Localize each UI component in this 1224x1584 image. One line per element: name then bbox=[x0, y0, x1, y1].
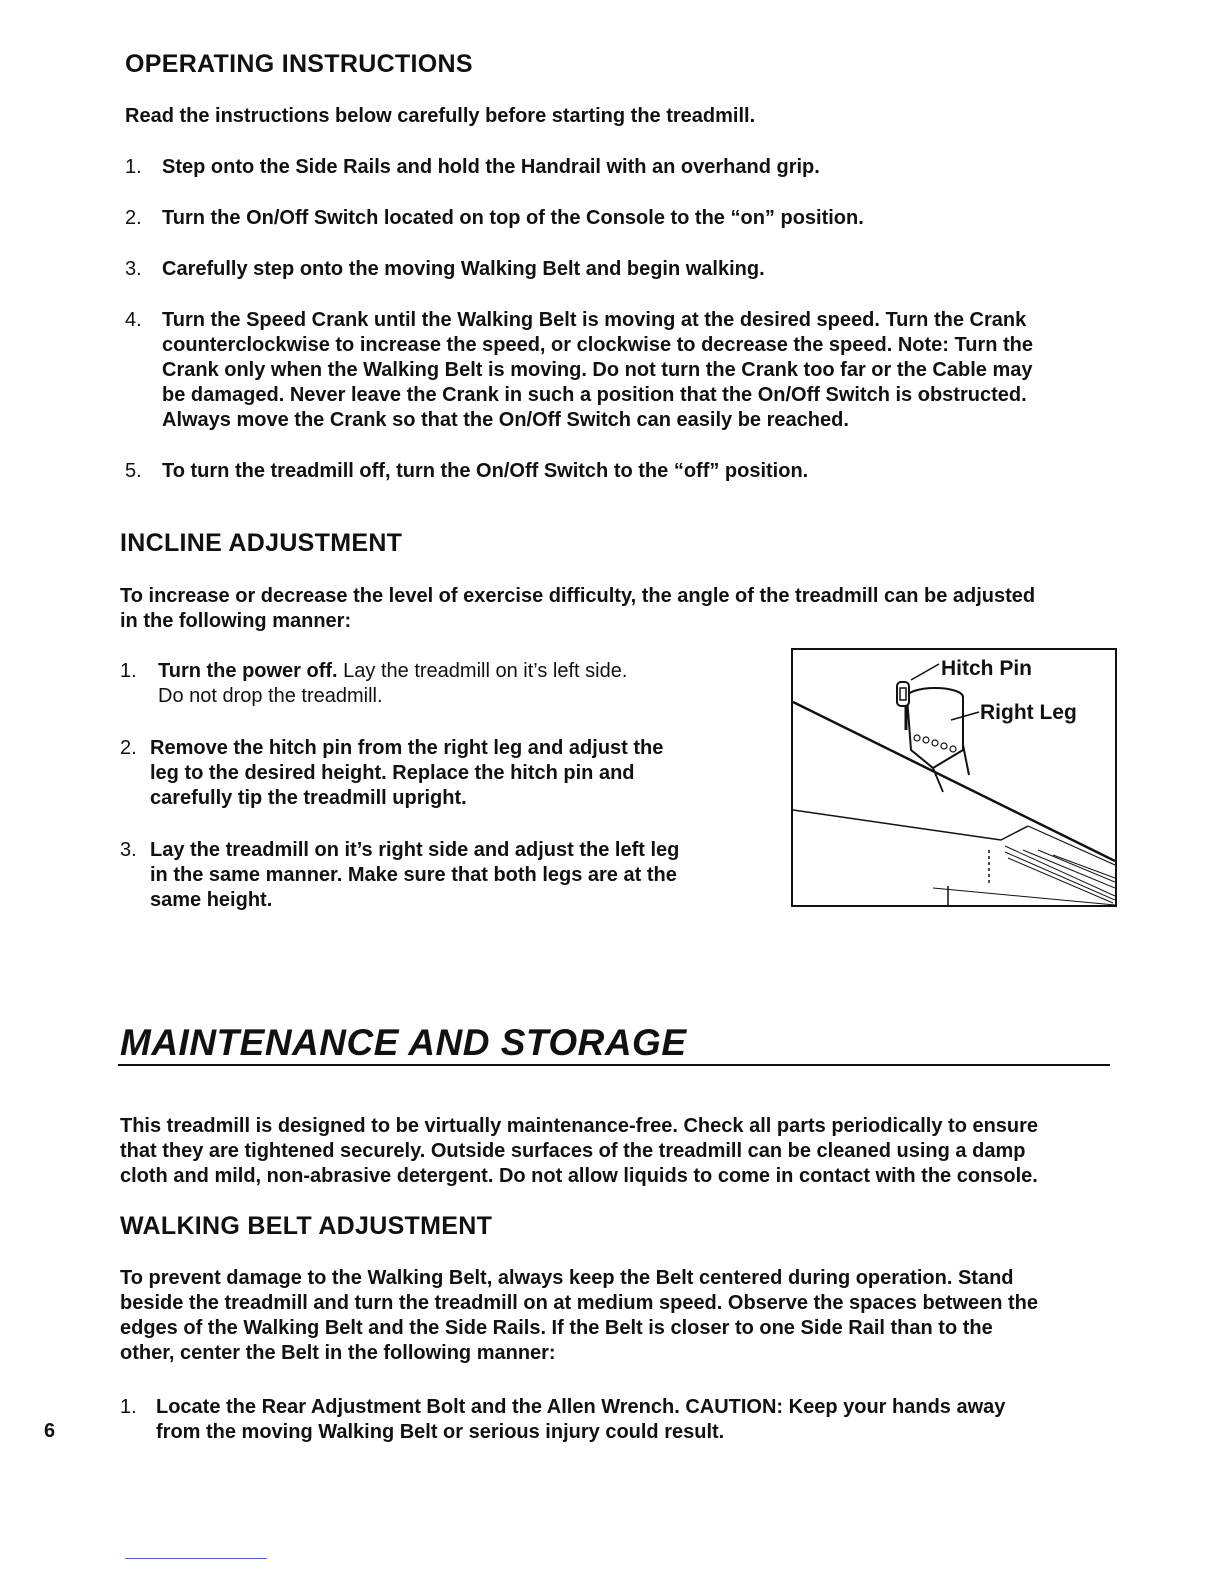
body-line: that they are tightened securely. Outside surfaces of the treadmill can be cleaned using a damp bbox=[120, 1140, 1026, 1162]
operating-step-1 bbox=[125, 155, 1105, 180]
hitch-pin-label: Hitch Pin bbox=[941, 657, 1033, 680]
step-number: 2. bbox=[120, 737, 137, 759]
caution-line: from the moving Walking Belt or serious injury could result. bbox=[156, 1421, 725, 1443]
incline-step-2 bbox=[120, 736, 760, 811]
step-text: Carefully step onto the moving Walking Belt and begin walking. bbox=[162, 258, 765, 280]
body-line: beside the treadmill and turn the treadmill on at medium speed. Observe the spaces between the bbox=[120, 1292, 1039, 1314]
step-line: Turn the Speed Crank until the Walking Belt is moving at the desired speed. Turn the Crank bbox=[162, 309, 1027, 331]
walking-belt-body bbox=[120, 1266, 1120, 1366]
right-leg-label: Right Leg bbox=[980, 701, 1077, 724]
hitch-pin-shape bbox=[897, 682, 909, 706]
step-text: Step onto the Side Rails and hold the Handrail with an overhand grip. bbox=[162, 156, 820, 178]
operating-step-2 bbox=[125, 206, 1105, 231]
rail-hatching bbox=[933, 846, 1115, 905]
step-number: 4. bbox=[125, 309, 142, 331]
step-line: Remove the hitch pin from the right leg and adjust the bbox=[150, 737, 664, 759]
title-underline bbox=[118, 1064, 1110, 1066]
treadmill-leg-illustration bbox=[793, 650, 1115, 905]
step-line: same height. bbox=[150, 889, 273, 911]
maintenance-title: MAINTENANCE AND STORAGE bbox=[120, 1022, 687, 1063]
body-line: edges of the Walking Belt and the Side Rails. If the Belt is closer to one Side Rail than to the bbox=[120, 1317, 993, 1339]
step-text: Locate the Rear Adjustment Bolt and the Allen Wrench. bbox=[156, 1396, 686, 1418]
body-line: other, center the Belt in the following manner: bbox=[120, 1342, 556, 1364]
step-number: 1. bbox=[120, 1396, 137, 1418]
step-line: Crank only when the Walking Belt is moving. Do not turn the Crank too far or the Cable may bbox=[162, 359, 1033, 381]
step-line: in the same manner. Make sure that both legs are at the bbox=[150, 864, 677, 886]
walking-belt-step-1 bbox=[120, 1395, 1110, 1445]
incline-intro bbox=[120, 584, 1120, 634]
body-line: cloth and mild, non-abrasive detergent. Do not allow liquids to come in contact with the console. bbox=[120, 1165, 1038, 1187]
operating-step-3 bbox=[125, 257, 1105, 282]
maintenance-body bbox=[120, 1114, 1120, 1189]
step-text: Lay the treadmill on it’s left side. bbox=[337, 660, 628, 682]
operating-intro: Read the instructions below carefully before starting the treadmill. bbox=[125, 105, 756, 127]
page-number: 6 bbox=[44, 1420, 56, 1442]
step-number: 3. bbox=[120, 839, 137, 861]
step-number: 1. bbox=[120, 660, 137, 682]
step-text: To turn the treadmill off, turn the On/Off Switch to the “off” position. bbox=[162, 460, 809, 482]
step-number: 2. bbox=[125, 207, 142, 229]
incline-heading: INCLINE ADJUSTMENT bbox=[120, 529, 403, 557]
incline-intro-line: To increase or decrease the level of exercise difficulty, the angle of the treadmill can be adjusted bbox=[120, 585, 1036, 607]
incline-step-1 bbox=[120, 659, 760, 709]
step-text: Turn the On/Off Switch located on top of the Console to the “on” position. bbox=[162, 207, 864, 229]
footer-line bbox=[125, 1558, 267, 1559]
operating-heading: OPERATING INSTRUCTIONS bbox=[125, 50, 473, 78]
step-number: 5. bbox=[125, 460, 142, 482]
operating-step-5 bbox=[125, 459, 1105, 484]
step-line: be damaged. Never leave the Crank in such a position that the On/Off Switch is obstructed. bbox=[162, 384, 1027, 406]
step-line: Do not drop the treadmill. bbox=[158, 685, 383, 707]
step-bold-text: Turn the power off. bbox=[158, 660, 338, 682]
step-line: counterclockwise to increase the speed, or clockwise to decrease the speed. Note: Turn the bbox=[162, 334, 1034, 356]
hitch-pin-leader bbox=[911, 664, 939, 680]
body-line: To prevent damage to the Walking Belt, always keep the Belt centered during operation. Stand bbox=[120, 1267, 1014, 1289]
walking-belt-heading: WALKING BELT ADJUSTMENT bbox=[120, 1212, 493, 1240]
step-line: Always move the Crank so that the On/Off Switch can easily be reached. bbox=[162, 409, 849, 431]
step-line: leg to the desired height. Replace the hitch pin and bbox=[150, 762, 635, 784]
right-leg-shape bbox=[907, 697, 963, 768]
step-line: Lay the treadmill on it’s right side and adjust the left leg bbox=[150, 839, 680, 861]
step-number: 3. bbox=[125, 258, 142, 280]
step-number: 1. bbox=[125, 156, 142, 178]
frame-edge bbox=[793, 810, 1001, 840]
incline-step-3 bbox=[120, 838, 760, 913]
step-line: carefully tip the treadmill upright. bbox=[150, 787, 467, 809]
incline-intro-line: in the following manner: bbox=[120, 610, 352, 632]
incline-figure bbox=[791, 648, 1117, 907]
body-line: This treadmill is designed to be virtually maintenance-free. Check all parts periodically to ensure bbox=[120, 1115, 1039, 1137]
operating-step-4 bbox=[125, 308, 1105, 433]
caution-text: CAUTION: Keep your hands away bbox=[685, 1396, 1006, 1418]
